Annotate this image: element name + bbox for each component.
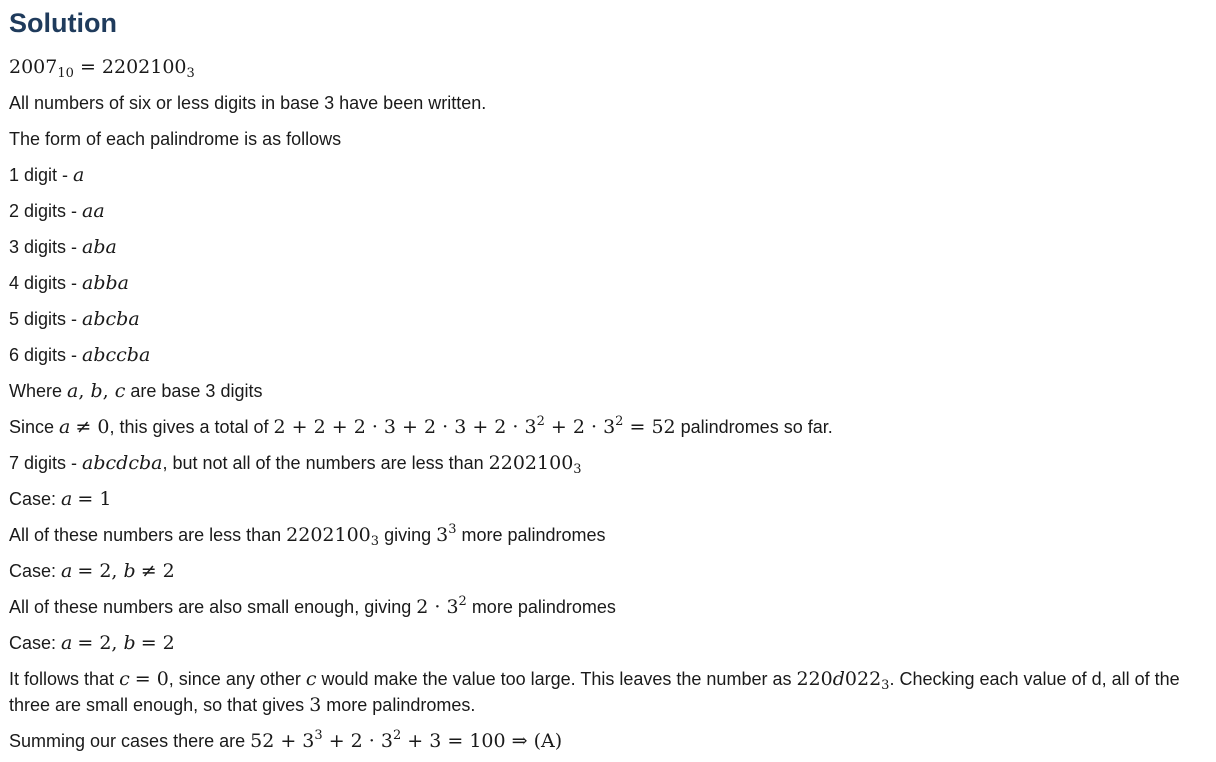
case-heading: Case: a = 1 [9, 488, 112, 510]
palindrome-form-2: 2 digits - aa [9, 200, 105, 222]
final-answer-line: Summing our cases there are $52 + 3^3 + 2 \cdot 3^2 + 3 = 100$ ⇒ (A) [9, 728, 563, 752]
solution-heading: Solution [9, 8, 117, 38]
case-result-line: It follows that c = 0, since any other c would make the value too large. This leaves the number as $220d022_3$. Checking each value of d, all of the three are small enough, so that gives 3 more palindromes. [9, 668, 1180, 716]
palindrome-form-6: 6 digits - abccba [9, 344, 151, 366]
palindrome-form-1: 1 digit - a [9, 164, 85, 186]
statement-line: All numbers of six or less digits in base 3 have been written. [9, 93, 487, 113]
digits-note-line: Where a, b, c are base 3 digits [9, 380, 263, 402]
palindrome-form-4: 4 digits - abba [9, 272, 130, 294]
case-heading: Case: a = 2, b ≠ 2 [9, 560, 175, 582]
palindrome-form-5: 5 digits - abcba [9, 308, 140, 330]
base-conversion-line: $2007_{10} = 2202100_3$ [9, 56, 195, 81]
seven-digit-line: 7 digits - abcdcba, but not all of the numbers are less than $2202100_3$ [9, 452, 582, 477]
case-result-line: All of these numbers are less than $2202100_3$ giving $3^3$ more palindromes [9, 522, 606, 549]
statement-line: The form of each palindrome is as follows [9, 129, 342, 149]
palindrome-form-3: 3 digits - aba [9, 236, 117, 258]
total-so-far-line: Since a ≠ 0, this gives a total of $2 + 2 + 2 \cdot 3 + 2 \cdot 3 + 2 \cdot 3^2 + 2 \cdot 3^2 = 52$ palindromes so far. [9, 414, 833, 438]
case-heading: Case: a = 2, b = 2 [9, 632, 175, 654]
case-result-line: All of these numbers are also small enough, giving $2 \cdot 3^2$ more palindromes [9, 594, 616, 618]
